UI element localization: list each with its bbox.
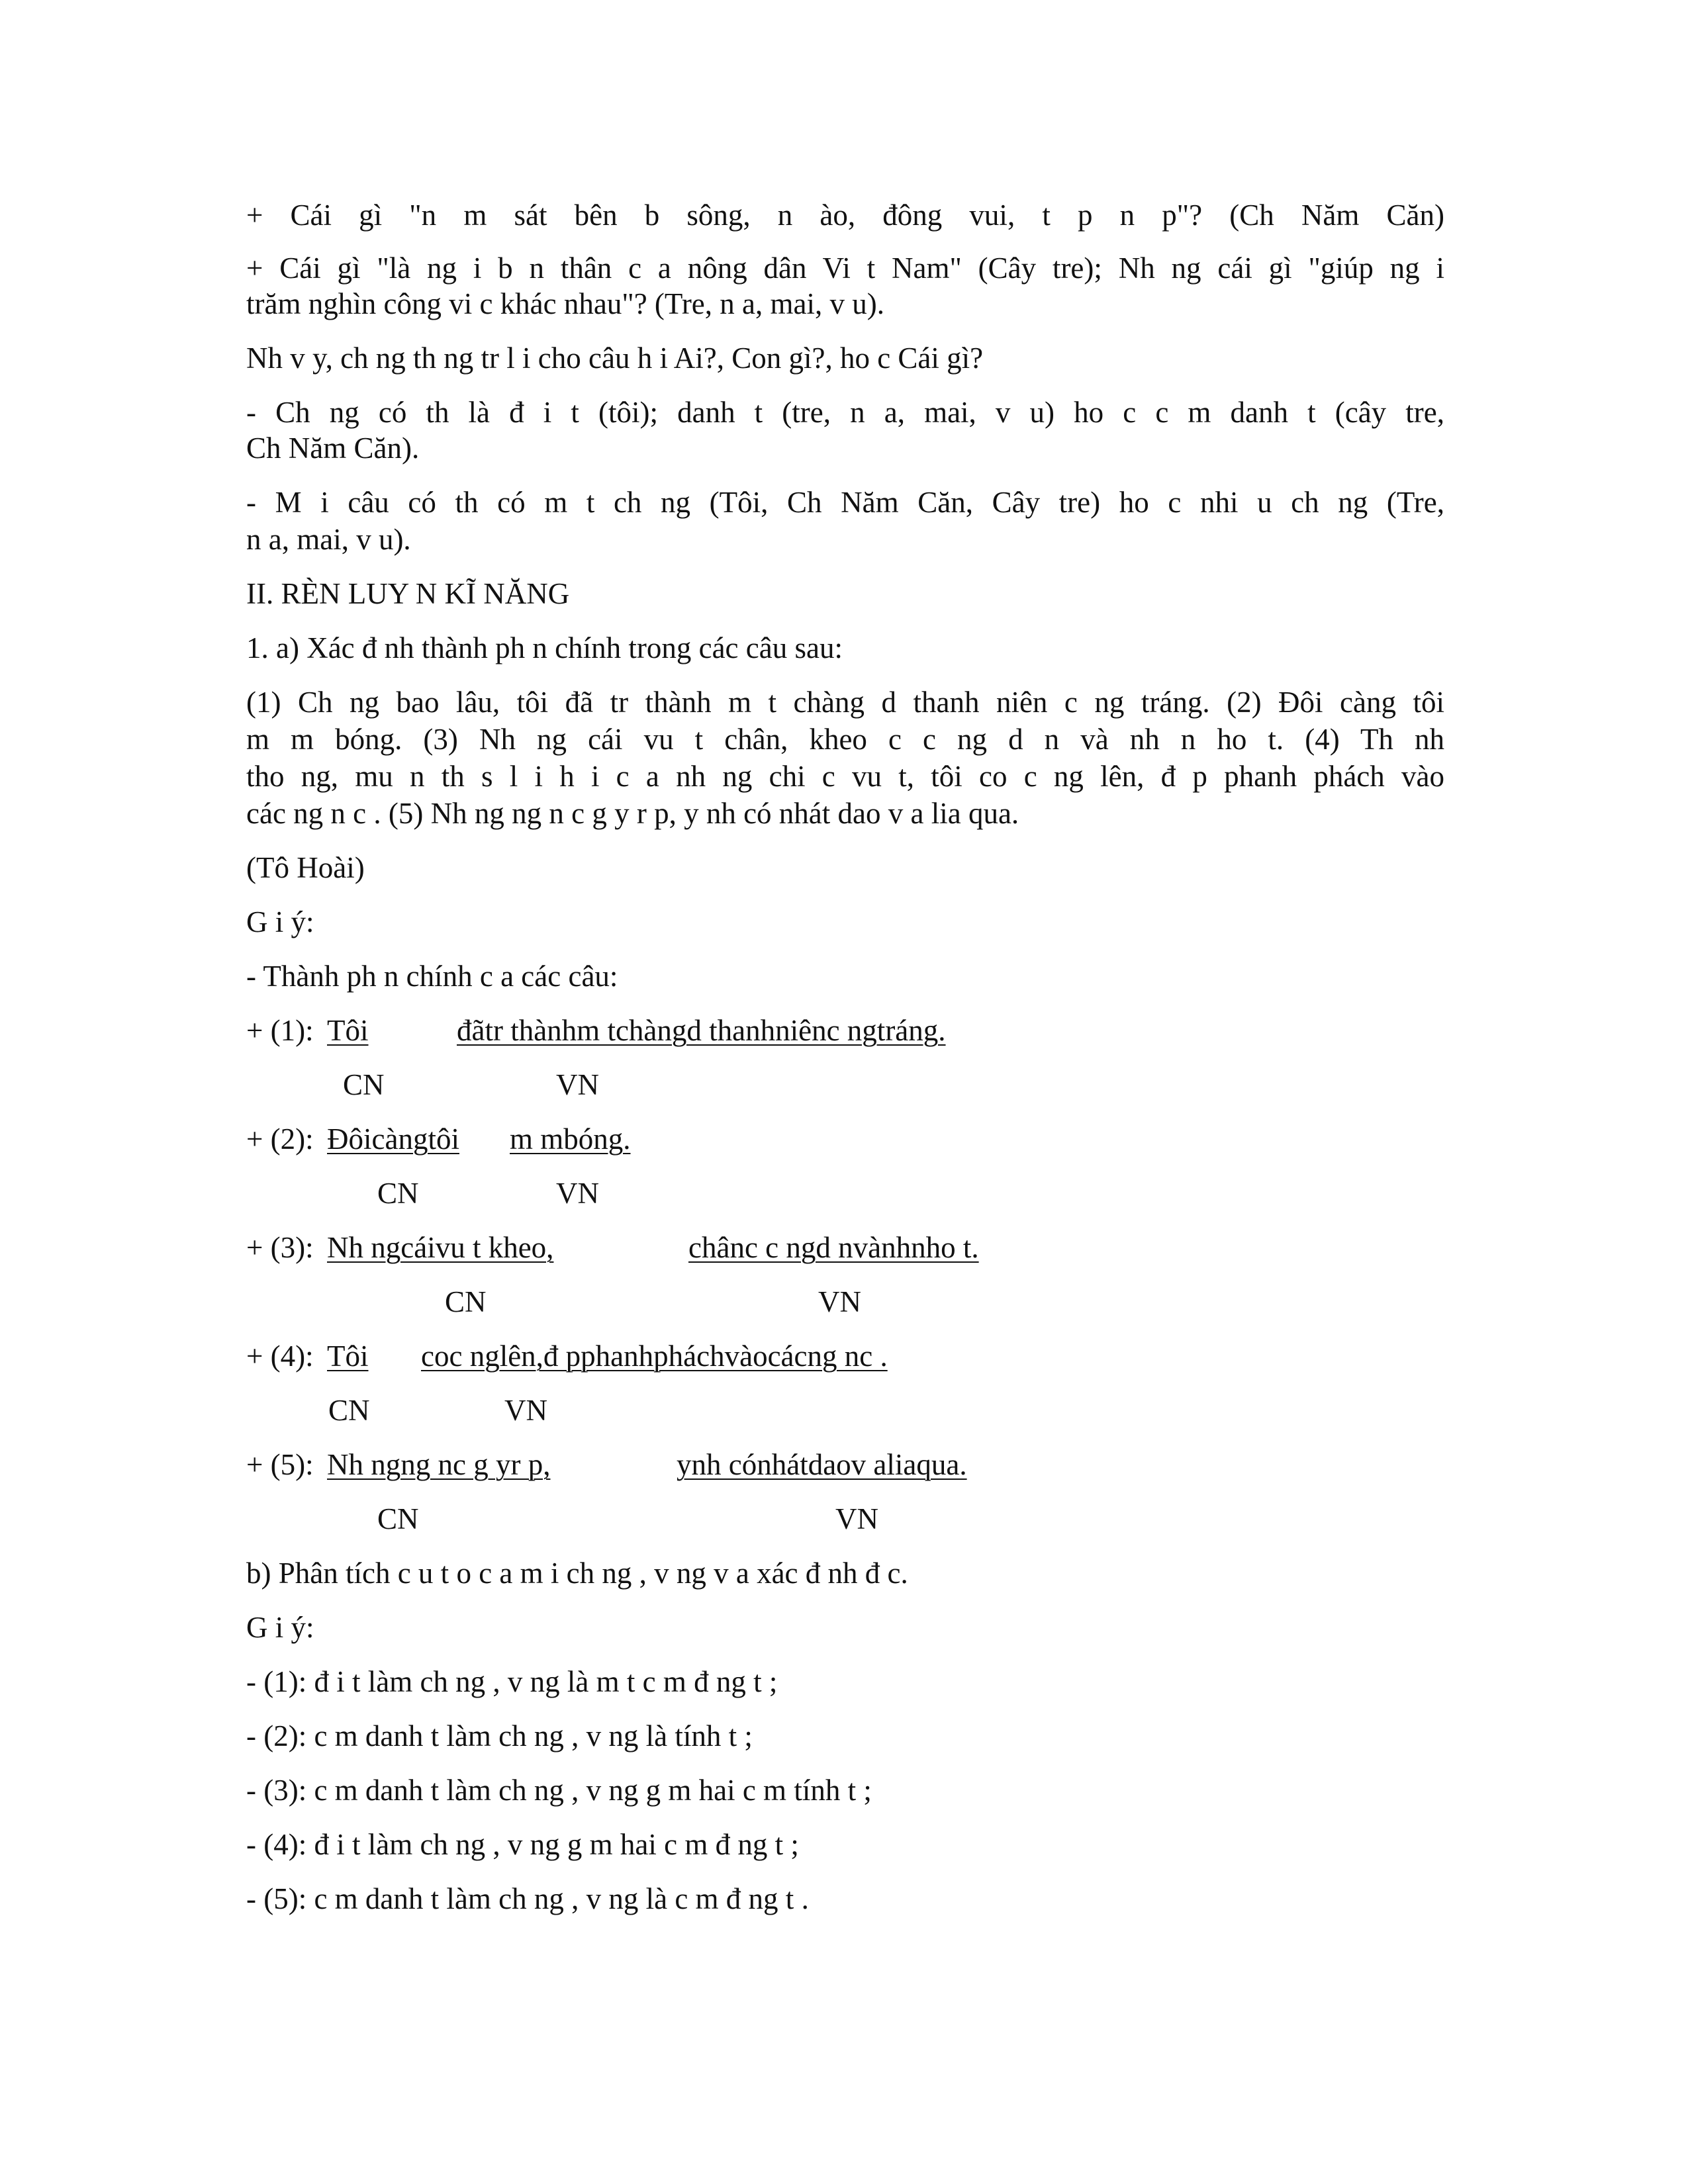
analysis-5-cn-label: CN <box>377 1502 419 1535</box>
section-heading: II. RÈN LUY N KĨ NĂNG <box>246 577 570 610</box>
task-a: 1. a) Xác đ nh thành ph n chính trong các câu sau: <box>246 631 843 664</box>
analysis-4-prefix: + (4): <box>246 1340 321 1373</box>
intro-line-5: - Ch ng có th là đ i t (tôi); danh t (tre, n a, mai, v u) ho c c m danh t (cây tre, <box>246 396 1444 429</box>
intro-line-4: Nh v y, ch ng th ng tr l i cho câu h i Ai?, Con gì?, ho c Cái gì? <box>246 341 984 375</box>
analysis-5-subject: Nh ngng nc g yr p, <box>327 1448 551 1481</box>
analysis-1-predicate: đãtr thànhm tchàngd thanhniênc ngtráng. <box>457 1014 946 1047</box>
analysis-2-prefix: + (2): <box>246 1122 321 1156</box>
structure-item-5: - (5): c m danh t làm ch ng , v ng là c m đ ng t . <box>246 1882 809 1915</box>
task-b: b) Phân tích c u t o c a m i ch ng , v ng v a xác đ nh đ c. <box>246 1557 908 1590</box>
intro-line-7: - M i câu có th có m t ch ng (Tôi, Ch Năm Căn, Cây tre) ho c nhi u ch ng (Tre, <box>246 486 1444 519</box>
structure-item-3: - (3): c m danh t làm ch ng , v ng g m hai c m tính t ; <box>246 1774 872 1807</box>
analysis-5-predicate: ynh cónhátdaov aliaqua. <box>677 1448 967 1481</box>
analysis-3-prefix: + (3): <box>246 1231 321 1264</box>
analysis-3-subject: Nh ngcáivu t kheo, <box>327 1231 554 1264</box>
analysis-1-subject: Tôi <box>327 1014 369 1047</box>
intro-line-1: + Cái gì "n m sát bên b sông, n ào, đông vui, t p n p"? (Ch Năm Căn) <box>246 199 1444 232</box>
analysis-2-cn-label: CN <box>377 1177 419 1210</box>
author-credit: (Tô Hoài) <box>246 851 365 884</box>
analysis-3-cn-label: CN <box>445 1285 487 1318</box>
passage-line-3: tho ng, mu n th s l i h i c a nh ng chi c vu t, tôi co c ng lên, đ p phanh phách vào <box>246 760 1444 793</box>
analysis-4-vn-label: VN <box>504 1394 547 1427</box>
analysis-3-predicate: chânc c ngd nvànhnho t. <box>688 1231 979 1264</box>
structure-item-1: - (1): đ i t làm ch ng , v ng là m t c m đ ng t ; <box>246 1665 778 1698</box>
components-title: - Thành ph n chính c a các câu: <box>246 960 618 993</box>
structure-item-2: - (2): c m danh t làm ch ng , v ng là tính t ; <box>246 1719 753 1752</box>
analysis-5-prefix: + (5): <box>246 1448 321 1481</box>
hint-label-b: G i ý: <box>246 1611 314 1644</box>
passage-line-4: các ng n c . (5) Nh ng ng n c g y r p, y nh có nhát dao v a lia qua. <box>246 797 1019 830</box>
analysis-2-subject: Đôicàngtôi <box>327 1122 459 1156</box>
intro-line-8: n a, mai, v u). <box>246 523 411 556</box>
structure-item-4: - (4): đ i t làm ch ng , v ng g m hai c m đ ng t ; <box>246 1828 799 1861</box>
analysis-1-cn-label: CN <box>343 1068 385 1101</box>
analysis-4-subject: Tôi <box>327 1340 369 1373</box>
passage-line-2: m m bóng. (3) Nh ng cái vu t chân, kheo c c ng d n và nh n ho t. (4) Th nh <box>246 723 1444 756</box>
intro-line-6: Ch Năm Căn). <box>246 432 420 465</box>
analysis-1-vn-label: VN <box>556 1068 599 1101</box>
analysis-2-vn-label: VN <box>556 1177 599 1210</box>
hint-label: G i ý: <box>246 905 314 938</box>
analysis-4-cn-label: CN <box>328 1394 370 1427</box>
analysis-3-vn-label: VN <box>818 1285 861 1318</box>
analysis-1-prefix: + (1): <box>246 1014 321 1047</box>
intro-line-3: trăm nghìn công vi c khác nhau"? (Tre, n a, mai, v u). <box>246 287 884 320</box>
analysis-5-vn-label: VN <box>835 1502 878 1535</box>
analysis-4-predicate: coc nglên,đ pphanhpháchvàocácng nc . <box>421 1340 888 1373</box>
analysis-2-predicate: m mbóng. <box>510 1122 631 1156</box>
intro-line-2: + Cái gì "là ng i b n thân c a nông dân Vi t Nam" (Cây tre); Nh ng cái gì "giúp ng i <box>246 251 1444 285</box>
passage-line-1: (1) Ch ng bao lâu, tôi đã tr thành m t chàng d thanh niên c ng tráng. (2) Đôi càng tôi <box>246 686 1444 719</box>
